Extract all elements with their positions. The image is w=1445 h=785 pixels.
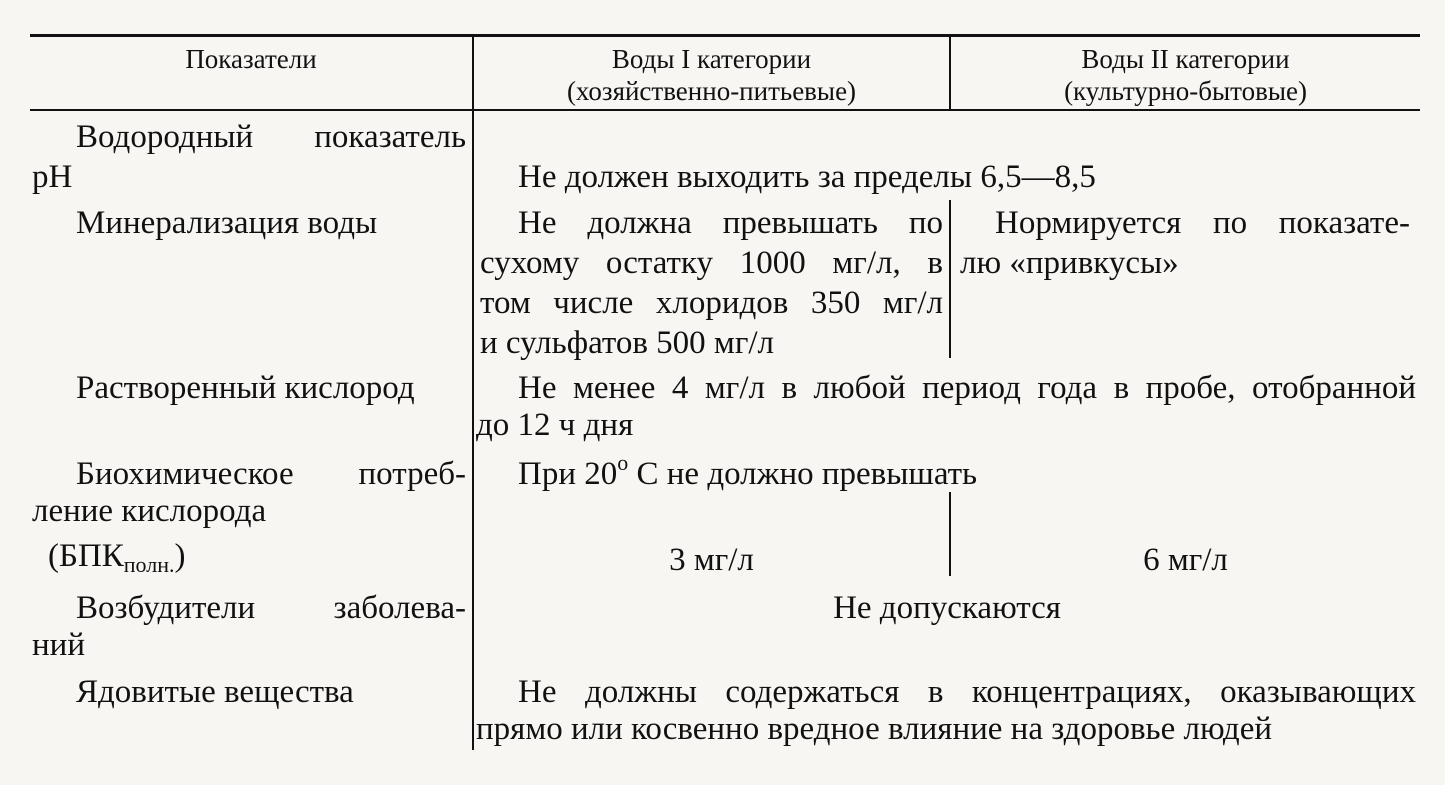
bod-name-subscript: полн. — [123, 552, 175, 577]
bod-name-abbr: (БПК — [48, 538, 124, 574]
mineral-divider — [949, 200, 951, 358]
bod-value-degree: o — [617, 450, 629, 475]
mineral-cat1-line4: и сульфатов 500 мг/л — [480, 325, 774, 361]
ph-name-unit: pH — [32, 159, 73, 195]
header-category-2-title: Воды II категории — [1081, 44, 1290, 74]
header-category-1-subtitle: (хозяйственно-питьевые) — [566, 76, 857, 106]
toxic-value-line2: прямо или косвенно вредное влияние на здоровье людей — [476, 711, 1273, 747]
oxygen-value-line2: до 12 ч дня — [476, 407, 634, 443]
bod-cat1-value: 3 мг/л — [669, 542, 754, 578]
oxygen-value-line1: Не менее 4 мг/л в любой период года в пробе, отобранной — [518, 370, 1416, 406]
oxygen-name: Растворенный кислород — [76, 370, 415, 406]
mineral-cat1-line3: том числе хлоридов 350 мг/л — [480, 285, 943, 321]
toxic-name: Ядовитые вещества — [76, 674, 354, 710]
mineral-cat2-line2: лю «привкусы» — [960, 245, 1179, 281]
header-bottom-rule — [30, 109, 1420, 111]
header-category-1-title: Воды I категории — [611, 44, 812, 74]
ph-name: Водородный показатель — [76, 119, 466, 155]
mineral-name: Минерализация воды — [76, 205, 378, 241]
mineral-cat2-line1: Нормируется по показате- — [995, 205, 1410, 241]
pathogens-name-line1: Возбудители заболева- — [76, 590, 466, 626]
toxic-value-line1: Не должны содержаться в концентрациях, оказывающих — [518, 674, 1416, 710]
bod-name-line3 — [48, 536, 186, 576]
bod-name-line1: Биохимическое потреб- — [76, 456, 466, 492]
pathogens-value: Не допускаются — [833, 590, 1061, 626]
bod-name-line2: ление кислорода — [32, 493, 267, 529]
bod-value-header — [518, 450, 978, 494]
table-top-rule — [30, 34, 1420, 37]
header-category-2-subtitle: (культурно-бытовые) — [1064, 76, 1307, 106]
bod-value-suffix: С не должно превышать — [628, 456, 978, 492]
header-indicators: Показатели — [185, 44, 317, 74]
bod-name-close: ) — [174, 538, 186, 574]
bod-cat2-value: 6 мг/л — [1143, 542, 1228, 578]
column-divider-left — [472, 110, 474, 750]
mineral-cat1-line2: сухому остатку 1000 мг/л, в — [480, 245, 943, 281]
mineral-cat1-line1: Не должна превышать по — [518, 205, 943, 241]
bod-value-prefix: При 20 — [518, 456, 618, 492]
ph-value: Не должен выходить за пределы 6,5—8,5 — [518, 159, 1096, 195]
pathogens-name-line2: ний — [32, 627, 85, 663]
